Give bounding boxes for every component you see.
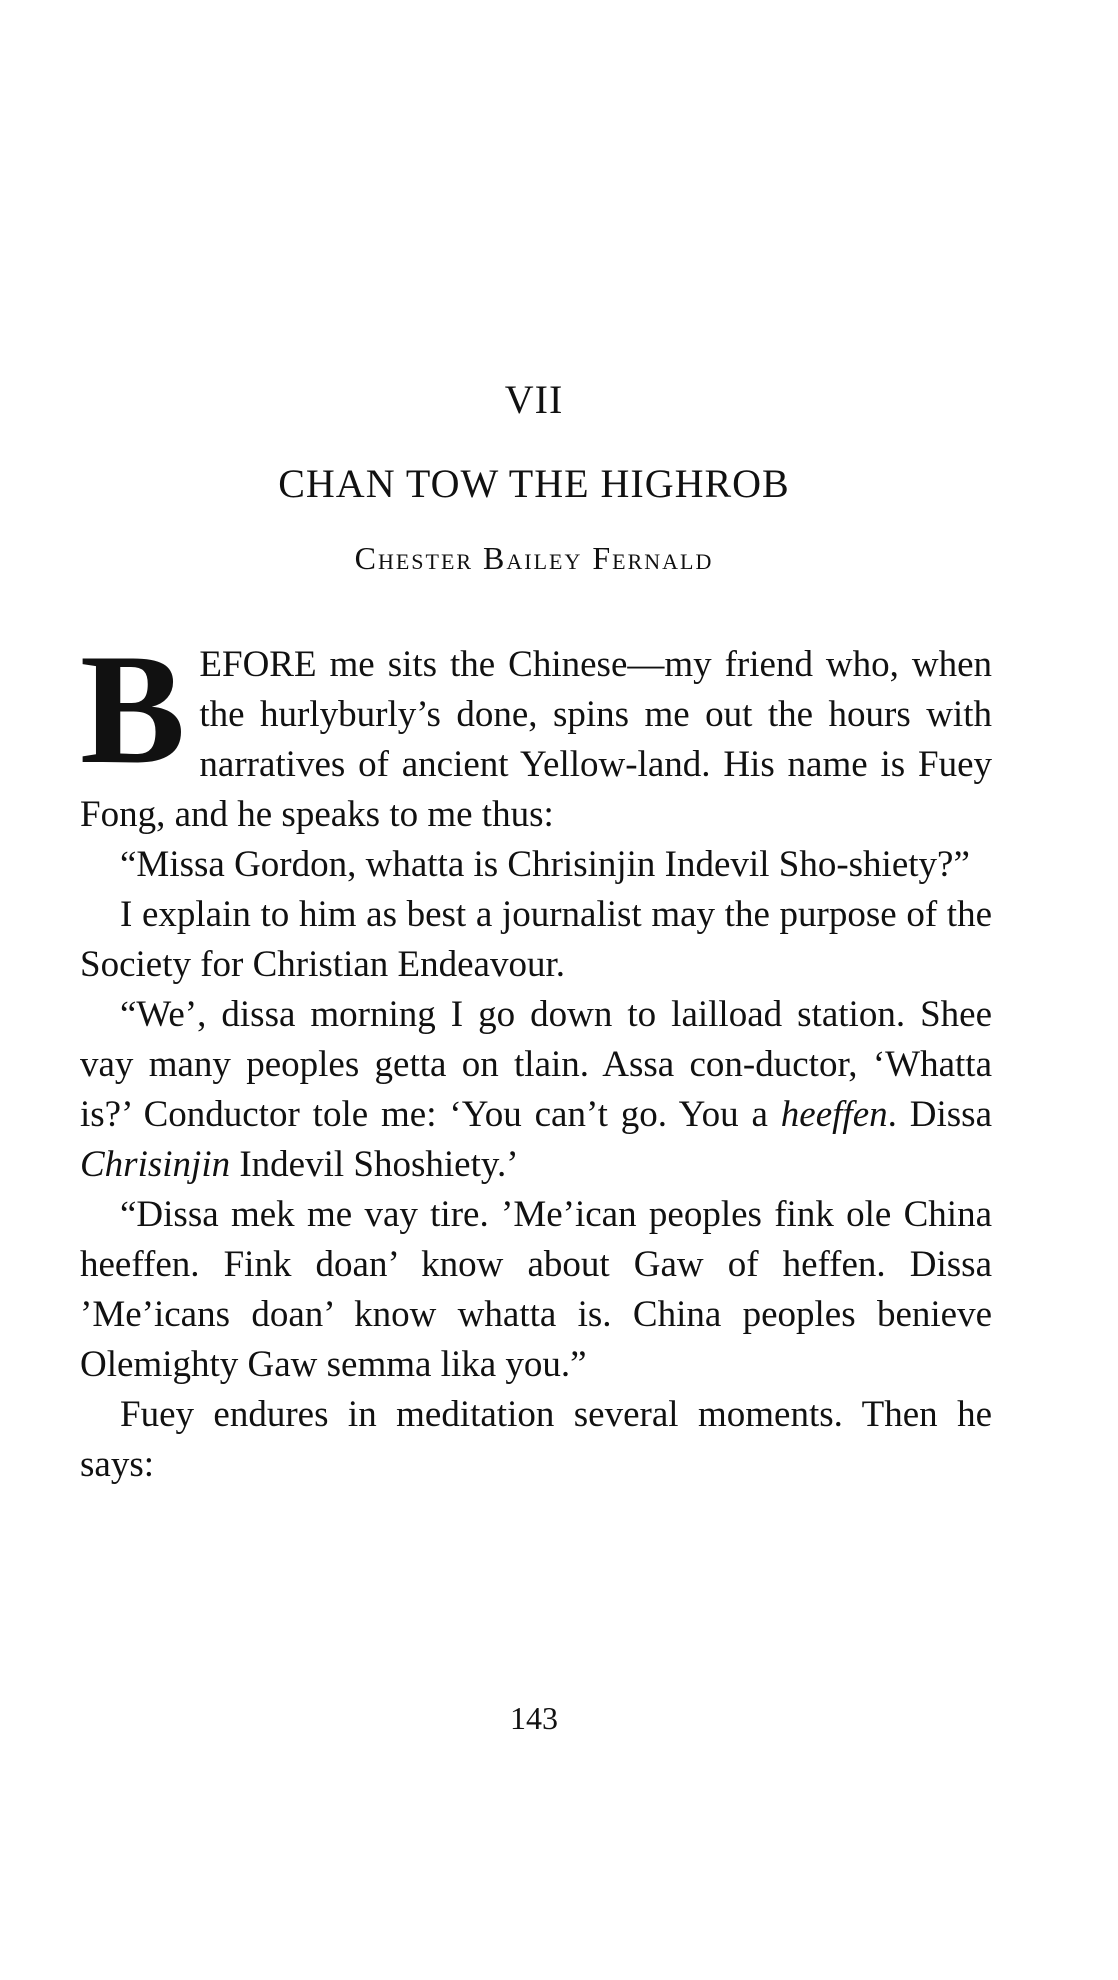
paragraph-6: Fuey endures in meditation several moments. Then he says: xyxy=(80,1394,992,1485)
paragraph-4-text-a: “We’, dissa morning I go down to lailload station. Shee vay many peoples getta on tlain. Assa con-ductor, ‘Whatta is?’ Conductor tole me: ‘You can’t go. You a xyxy=(80,994,992,1135)
italic-heeffen: heeffen xyxy=(780,1094,888,1135)
chapter-title: CHAN TOW THE HIGHROB xyxy=(278,461,790,506)
drop-cap: B xyxy=(80,622,186,797)
paragraph-2: “Missa Gordon, whatta is Chrisinjin Indevil Sho-shiety?” xyxy=(120,844,970,885)
chapter-body xyxy=(80,622,992,1490)
paragraph-4 xyxy=(80,990,992,1190)
paragraph-3: I explain to him as best a journalist may the purpose of the Society for Christian Endeavour. xyxy=(80,894,992,985)
chapter-number: VII xyxy=(504,377,564,422)
italic-chrisinjin: Chrisinjin xyxy=(80,1144,231,1185)
paragraph-4-text-b: . Dissa xyxy=(887,1094,992,1135)
paragraph-1 xyxy=(80,622,992,840)
chapter-author: Chester Bailey Fernald xyxy=(354,540,714,576)
paragraph-5: “Dissa mek me vay tire. ’Me’ican peoples fink ole China heeffen. Fink doan’ know about Gaw of heffen. Dissa ’Me’icans doan’ know whatta is. China peoples benieve Olemighty Gaw semma lika you.” xyxy=(80,1194,992,1385)
paragraph-4-text-c: Indevil Shoshiety.’ xyxy=(230,1144,519,1185)
page-number: 143 xyxy=(510,1700,558,1736)
paragraph-1-text: EFORE me sits the Chinese—my friend who, when the hurlyburly’s done, spins me out the hours with narratives of ancient Yellow-land. His name is Fuey Fong, and he speaks to me thus: xyxy=(80,644,992,835)
